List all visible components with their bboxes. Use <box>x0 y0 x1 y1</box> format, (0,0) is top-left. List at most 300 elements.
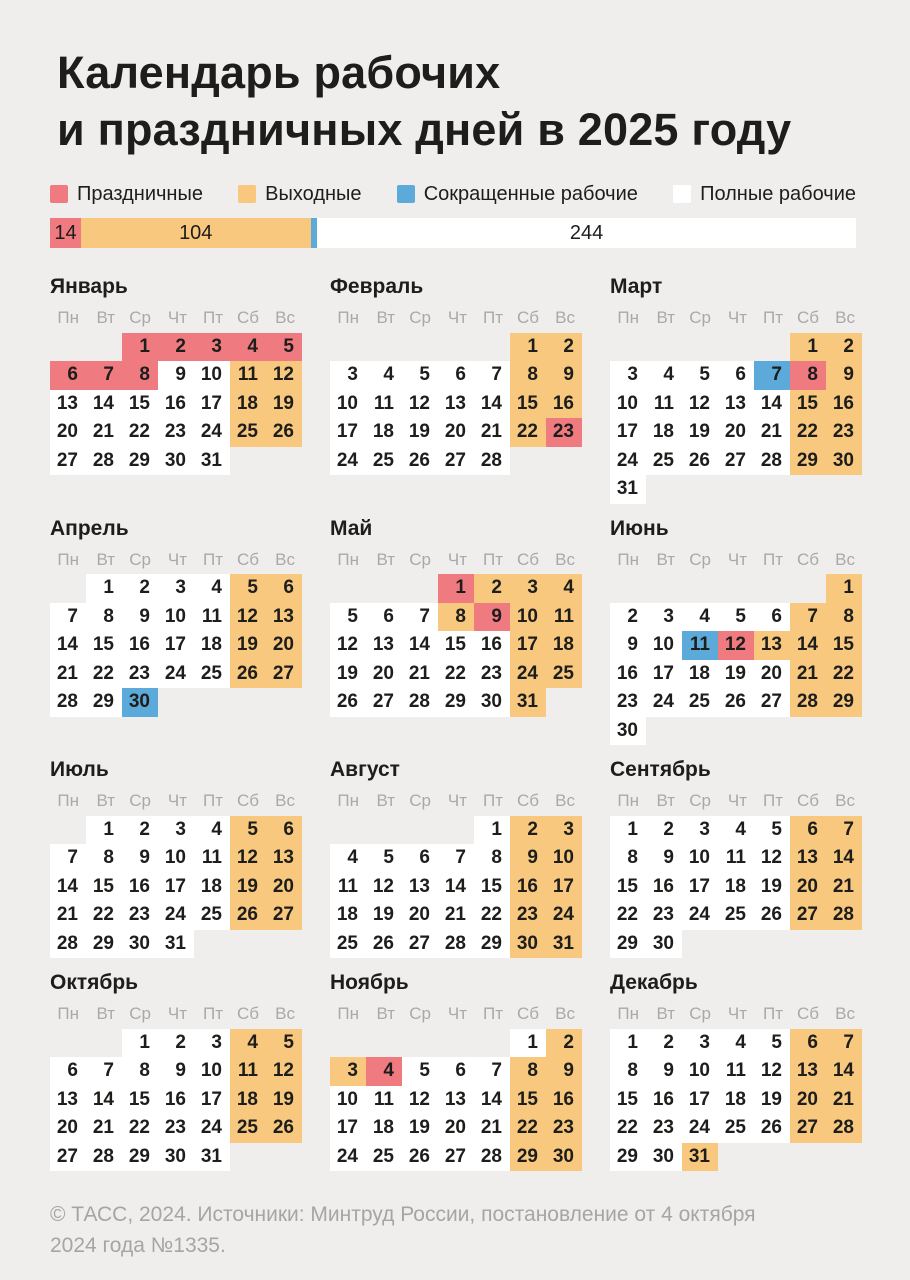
day-cell: 10 <box>682 1057 718 1086</box>
day-cell: 16 <box>646 1086 682 1115</box>
day-cell: 2 <box>646 816 682 845</box>
day-cell: 13 <box>790 1057 826 1086</box>
day-cell: 20 <box>266 631 302 660</box>
weekday-header: Пн <box>57 308 79 327</box>
day-cell: 21 <box>402 660 438 689</box>
day-cell: 14 <box>826 844 862 873</box>
day-cell: 17 <box>194 390 230 419</box>
summary-segment-short <box>311 218 318 248</box>
day-cell: 24 <box>158 660 194 689</box>
weekday-header: Вс <box>555 1004 575 1023</box>
day-cell: 19 <box>330 660 366 689</box>
day-cell: 4 <box>194 816 230 845</box>
legend-item-short <box>397 184 638 204</box>
empty-cell <box>474 333 510 362</box>
day-cell: 4 <box>366 1057 402 1086</box>
day-cell: 5 <box>266 1029 302 1058</box>
weekday-header: Пт <box>202 308 223 327</box>
legend-item-work <box>673 184 856 204</box>
day-cell: 29 <box>438 688 474 717</box>
day-cell: 1 <box>510 1029 546 1058</box>
day-cell: 26 <box>754 901 790 930</box>
weekend-swatch-icon <box>238 185 256 203</box>
day-cell: 10 <box>510 603 546 632</box>
day-cell: 20 <box>790 873 826 902</box>
weekday-header: Чт <box>167 1004 187 1023</box>
day-cell: 23 <box>546 418 582 447</box>
day-cell: 23 <box>546 1114 582 1143</box>
empty-cell <box>366 574 402 603</box>
weekday-header: Чт <box>727 549 747 569</box>
day-cell: 30 <box>826 447 862 476</box>
weekday-header: Ср <box>129 308 151 327</box>
day-cell: 27 <box>50 1143 86 1172</box>
day-cell: 17 <box>330 418 366 447</box>
day-cell: 24 <box>682 901 718 930</box>
day-cell: 8 <box>610 844 646 873</box>
day-cell: 19 <box>754 1086 790 1115</box>
day-cell: 3 <box>682 1029 718 1058</box>
day-cell: 6 <box>438 1057 474 1086</box>
day-cell: 29 <box>86 688 122 717</box>
day-cell: 16 <box>474 631 510 660</box>
day-cell: 12 <box>266 1057 302 1086</box>
day-cell: 27 <box>402 930 438 959</box>
day-cell: 27 <box>50 447 86 476</box>
day-cell: 12 <box>402 1086 438 1115</box>
day-cell: 14 <box>826 1057 862 1086</box>
legend-item-weekend <box>238 184 361 204</box>
day-cell: 29 <box>474 930 510 959</box>
day-cell: 13 <box>50 390 86 419</box>
day-cell: 25 <box>330 930 366 959</box>
day-cell: 30 <box>610 717 646 746</box>
day-cell: 10 <box>330 390 366 419</box>
day-cell: 9 <box>122 603 158 632</box>
day-cell: 28 <box>754 447 790 476</box>
day-cell: 7 <box>86 1057 122 1086</box>
weekday-header: Вт <box>96 549 115 569</box>
day-cell: 19 <box>402 1114 438 1143</box>
empty-cell <box>86 1029 122 1058</box>
day-cell: 16 <box>610 660 646 689</box>
day-cell: 15 <box>510 390 546 419</box>
month-grid-1 <box>50 304 302 475</box>
day-cell: 13 <box>402 873 438 902</box>
weekday-header: Пт <box>482 791 503 810</box>
empty-cell <box>718 333 754 362</box>
month-3 <box>610 274 862 504</box>
day-cell: 23 <box>122 660 158 689</box>
day-cell: 12 <box>402 390 438 419</box>
weekday-header: Чт <box>447 549 467 569</box>
day-cell: 12 <box>330 631 366 660</box>
day-cell: 7 <box>50 844 86 873</box>
day-cell: 18 <box>230 1086 266 1115</box>
day-cell: 19 <box>266 390 302 419</box>
day-cell: 10 <box>158 844 194 873</box>
day-cell: 25 <box>366 1143 402 1172</box>
day-cell: 27 <box>754 688 790 717</box>
weekday-header: Пн <box>57 791 79 810</box>
day-cell: 18 <box>682 660 718 689</box>
day-cell: 1 <box>86 816 122 845</box>
day-cell: 4 <box>194 574 230 603</box>
weekday-header: Вс <box>555 308 575 327</box>
day-cell: 1 <box>826 574 862 603</box>
weekday-header: Сб <box>796 549 819 569</box>
page-title-line1: Календарь рабочих <box>57 47 501 98</box>
weekday-header: Вс <box>555 791 575 810</box>
day-cell: 21 <box>86 1114 122 1143</box>
day-cell: 17 <box>610 418 646 447</box>
day-cell: 8 <box>610 1057 646 1086</box>
weekday-header: Пн <box>337 791 359 810</box>
day-cell: 18 <box>546 631 582 660</box>
day-cell: 27 <box>438 447 474 476</box>
weekday-header: Ср <box>409 549 431 569</box>
day-cell: 13 <box>366 631 402 660</box>
weekday-header: Чт <box>727 791 747 810</box>
day-cell: 31 <box>682 1143 718 1172</box>
day-cell: 13 <box>50 1086 86 1115</box>
day-cell: 3 <box>158 574 194 603</box>
day-cell: 15 <box>790 390 826 419</box>
weekday-header: Пн <box>57 1004 79 1023</box>
weekday-header: Пн <box>337 549 359 569</box>
day-cell: 8 <box>790 361 826 390</box>
day-cell: 22 <box>610 1114 646 1143</box>
day-cell: 15 <box>474 873 510 902</box>
day-cell: 14 <box>474 390 510 419</box>
day-cell: 22 <box>790 418 826 447</box>
empty-cell <box>86 333 122 362</box>
day-cell: 11 <box>194 844 230 873</box>
day-cell: 14 <box>86 1086 122 1115</box>
day-cell: 5 <box>402 1057 438 1086</box>
day-cell: 9 <box>122 844 158 873</box>
month-4 <box>50 516 302 717</box>
day-cell: 2 <box>546 1029 582 1058</box>
month-title-8: Август <box>330 758 400 781</box>
empty-cell <box>50 816 86 845</box>
day-cell: 12 <box>682 390 718 419</box>
day-cell: 21 <box>438 901 474 930</box>
empty-cell <box>366 1029 402 1058</box>
day-cell: 5 <box>754 1029 790 1058</box>
day-cell: 1 <box>122 1029 158 1058</box>
day-cell: 31 <box>194 1143 230 1172</box>
day-cell: 19 <box>266 1086 302 1115</box>
day-cell: 6 <box>50 1057 86 1086</box>
day-cell: 13 <box>438 390 474 419</box>
day-cell: 14 <box>790 631 826 660</box>
empty-cell <box>402 816 438 845</box>
day-cell: 15 <box>86 631 122 660</box>
day-cell: 4 <box>718 816 754 845</box>
day-cell: 23 <box>158 1114 194 1143</box>
day-cell: 18 <box>366 1114 402 1143</box>
month-grid-8 <box>330 787 582 958</box>
day-cell: 31 <box>194 447 230 476</box>
month-title-9: Сентябрь <box>610 758 711 781</box>
legend-label-short: Сокращенные рабочие <box>423 183 638 205</box>
weekday-header: Ср <box>689 1004 711 1023</box>
empty-cell <box>682 333 718 362</box>
day-cell: 20 <box>438 418 474 447</box>
weekday-header: Вт <box>376 791 395 810</box>
day-cell: 16 <box>158 1086 194 1115</box>
day-cell: 26 <box>754 1114 790 1143</box>
month-grid-5 <box>330 546 582 717</box>
day-cell: 28 <box>474 447 510 476</box>
day-cell: 4 <box>366 361 402 390</box>
day-cell: 23 <box>158 418 194 447</box>
weekday-header: Сб <box>516 308 539 327</box>
day-cell: 15 <box>510 1086 546 1115</box>
weekday-header: Чт <box>727 308 747 327</box>
day-cell: 9 <box>158 1057 194 1086</box>
day-cell: 28 <box>826 901 862 930</box>
month-title-7: Июль <box>50 758 109 781</box>
day-cell: 3 <box>682 816 718 845</box>
day-cell: 13 <box>266 844 302 873</box>
month-title-10: Октябрь <box>50 971 139 994</box>
day-cell: 19 <box>754 873 790 902</box>
weekday-header: Сб <box>236 1004 259 1023</box>
day-cell: 23 <box>646 901 682 930</box>
weekday-header: Чт <box>727 1004 747 1023</box>
day-cell: 19 <box>402 418 438 447</box>
day-cell: 10 <box>158 603 194 632</box>
day-cell: 11 <box>546 603 582 632</box>
day-cell: 22 <box>474 901 510 930</box>
day-cell: 29 <box>510 1143 546 1172</box>
day-cell: 2 <box>122 816 158 845</box>
day-cell: 5 <box>402 361 438 390</box>
day-cell: 5 <box>718 603 754 632</box>
empty-cell <box>366 816 402 845</box>
weekday-header: Ср <box>409 791 431 810</box>
weekday-header: Чт <box>167 549 187 569</box>
day-cell: 27 <box>790 901 826 930</box>
day-cell: 7 <box>754 361 790 390</box>
weekday-header: Вс <box>835 549 855 569</box>
day-cell: 8 <box>86 844 122 873</box>
weekday-header: Вс <box>275 791 295 810</box>
day-cell: 29 <box>122 447 158 476</box>
day-cell: 27 <box>790 1114 826 1143</box>
weekday-header: Ср <box>689 549 711 569</box>
weekday-header: Вс <box>835 791 855 810</box>
day-cell: 9 <box>158 361 194 390</box>
day-cell: 25 <box>366 447 402 476</box>
empty-cell <box>330 1029 366 1058</box>
work-swatch-icon <box>673 185 691 203</box>
day-cell: 14 <box>402 631 438 660</box>
day-cell: 3 <box>610 361 646 390</box>
month-1 <box>50 274 302 475</box>
summary-value-weekend: 104 <box>179 222 213 244</box>
day-cell: 17 <box>158 873 194 902</box>
empty-cell <box>402 1029 438 1058</box>
weekday-header: Вт <box>656 308 675 327</box>
summary-segment-work <box>317 218 856 248</box>
weekday-header: Чт <box>167 791 187 810</box>
day-cell: 25 <box>230 1114 266 1143</box>
day-cell: 1 <box>86 574 122 603</box>
day-cell: 14 <box>86 390 122 419</box>
weekday-header: Чт <box>447 1004 467 1023</box>
summary-value-work: 244 <box>569 222 604 244</box>
weekday-header: Вс <box>275 1004 295 1023</box>
weekday-header: Сб <box>236 549 259 569</box>
day-cell: 3 <box>194 333 230 362</box>
day-cell: 20 <box>790 1086 826 1115</box>
day-cell: 11 <box>330 873 366 902</box>
day-cell: 8 <box>86 603 122 632</box>
day-cell: 24 <box>546 901 582 930</box>
weekday-header: Сб <box>236 308 259 327</box>
day-cell: 19 <box>230 631 266 660</box>
empty-cell <box>402 333 438 362</box>
day-cell: 13 <box>718 390 754 419</box>
day-cell: 19 <box>366 901 402 930</box>
day-cell: 23 <box>474 660 510 689</box>
page-title <box>57 44 862 158</box>
day-cell: 4 <box>718 1029 754 1058</box>
day-cell: 26 <box>718 688 754 717</box>
weekday-header: Вт <box>376 308 395 327</box>
day-cell: 25 <box>194 901 230 930</box>
footer-line2: 2024 года №1335. <box>50 1234 226 1257</box>
month-title-5: Май <box>330 516 373 540</box>
day-cell: 30 <box>158 1143 194 1172</box>
weekday-header: Вт <box>96 1004 115 1023</box>
day-cell: 4 <box>230 333 266 362</box>
day-cell: 18 <box>646 418 682 447</box>
day-cell: 26 <box>230 901 266 930</box>
day-cell: 9 <box>646 1057 682 1086</box>
day-cell: 7 <box>402 603 438 632</box>
day-cell: 3 <box>646 603 682 632</box>
day-cell: 22 <box>86 901 122 930</box>
day-cell: 14 <box>474 1086 510 1115</box>
day-cell: 16 <box>122 631 158 660</box>
empty-cell <box>754 574 790 603</box>
day-cell: 11 <box>230 1057 266 1086</box>
day-cell: 20 <box>50 1114 86 1143</box>
day-cell: 6 <box>438 361 474 390</box>
day-cell: 6 <box>266 816 302 845</box>
day-cell: 24 <box>158 901 194 930</box>
day-cell: 14 <box>438 873 474 902</box>
day-cell: 26 <box>266 1114 302 1143</box>
day-cell: 28 <box>86 447 122 476</box>
day-cell: 28 <box>50 688 86 717</box>
day-cell: 7 <box>474 1057 510 1086</box>
day-cell: 16 <box>510 873 546 902</box>
day-cell: 28 <box>438 930 474 959</box>
day-cell: 31 <box>610 475 646 504</box>
day-cell: 22 <box>510 418 546 447</box>
day-cell: 27 <box>718 447 754 476</box>
day-cell: 2 <box>158 1029 194 1058</box>
weekday-header: Сб <box>516 791 539 810</box>
summary-bar <box>50 218 856 248</box>
day-cell: 25 <box>194 660 230 689</box>
day-cell: 24 <box>510 660 546 689</box>
day-cell: 17 <box>194 1086 230 1115</box>
weekday-header: Вт <box>376 549 395 569</box>
day-cell: 30 <box>122 688 158 717</box>
month-title-12: Декабрь <box>610 971 698 994</box>
weekday-header: Вт <box>656 1004 675 1023</box>
legend-label-weekend: Выходные <box>265 183 362 205</box>
legend-item-holiday <box>50 184 203 204</box>
empty-cell <box>474 1029 510 1058</box>
weekday-header: Вт <box>376 1004 395 1023</box>
day-cell: 1 <box>610 816 646 845</box>
day-cell: 26 <box>366 930 402 959</box>
day-cell: 25 <box>718 901 754 930</box>
day-cell: 15 <box>438 631 474 660</box>
weekday-header: Ср <box>689 308 711 327</box>
empty-cell <box>438 333 474 362</box>
day-cell: 5 <box>230 816 266 845</box>
day-cell: 2 <box>158 333 194 362</box>
footer-credit <box>50 1199 860 1261</box>
day-cell: 24 <box>330 1143 366 1172</box>
weekday-header: Вт <box>96 791 115 810</box>
weekday-header: Вт <box>96 308 115 327</box>
weekday-header: Чт <box>447 308 467 327</box>
day-cell: 2 <box>826 333 862 362</box>
day-cell: 22 <box>438 660 474 689</box>
day-cell: 19 <box>230 873 266 902</box>
day-cell: 3 <box>330 1057 366 1086</box>
day-cell: 29 <box>826 688 862 717</box>
weekday-header: Сб <box>236 791 259 810</box>
weekday-header: Вс <box>275 549 295 569</box>
day-cell: 24 <box>194 1114 230 1143</box>
day-cell: 8 <box>510 1057 546 1086</box>
weekday-header: Пн <box>617 308 639 327</box>
empty-cell <box>50 574 86 603</box>
day-cell: 2 <box>122 574 158 603</box>
empty-cell <box>366 333 402 362</box>
day-cell: 30 <box>122 930 158 959</box>
day-cell: 21 <box>50 660 86 689</box>
day-cell: 11 <box>718 1057 754 1086</box>
day-cell: 10 <box>610 390 646 419</box>
legend <box>50 184 856 204</box>
day-cell: 6 <box>366 603 402 632</box>
day-cell: 25 <box>682 688 718 717</box>
empty-cell <box>438 816 474 845</box>
month-grid-3 <box>610 304 862 504</box>
weekday-header: Сб <box>796 1004 819 1023</box>
day-cell: 12 <box>718 631 754 660</box>
month-grid-2 <box>330 304 582 475</box>
day-cell: 14 <box>50 631 86 660</box>
day-cell: 15 <box>122 390 158 419</box>
day-cell: 18 <box>366 418 402 447</box>
empty-cell <box>330 816 366 845</box>
summary-segment-weekend <box>81 218 311 248</box>
day-cell: 6 <box>50 361 86 390</box>
month-grid-10 <box>50 1000 302 1171</box>
